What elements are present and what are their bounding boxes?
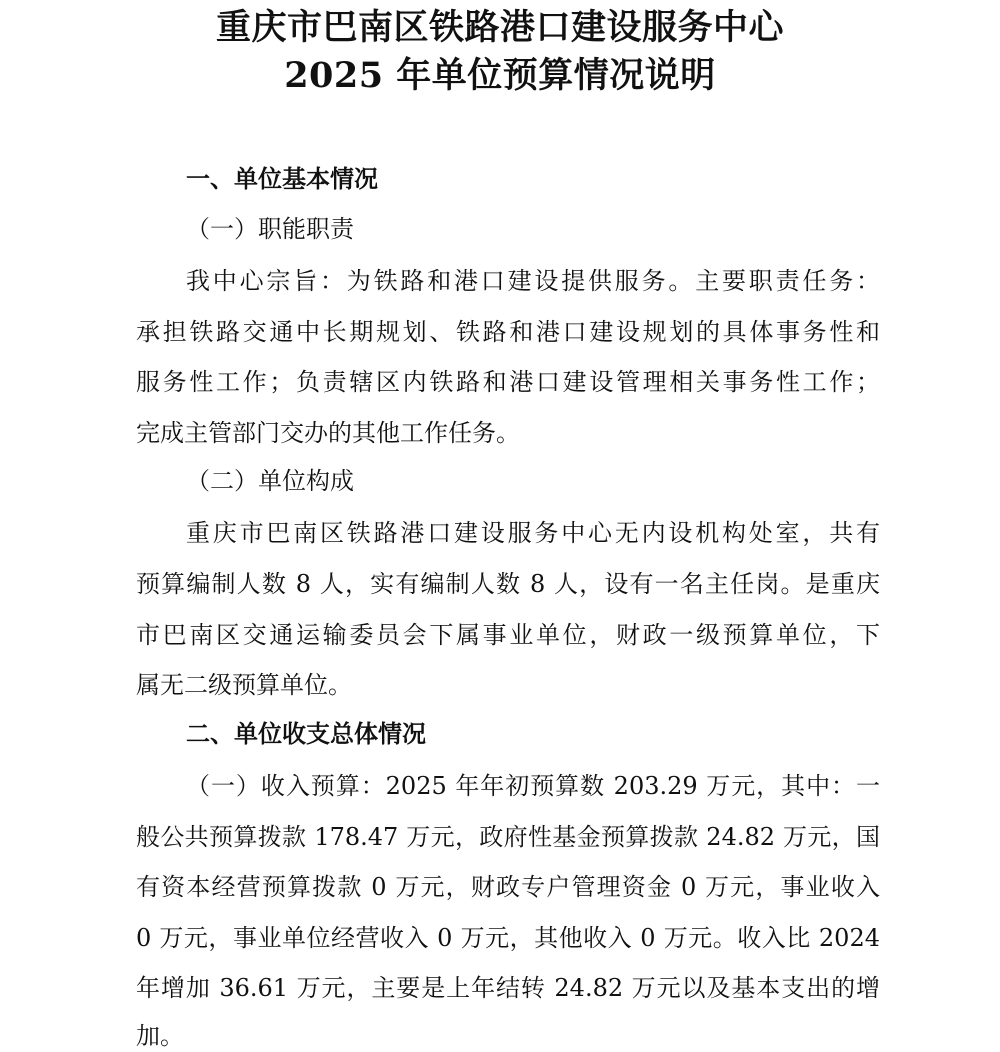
paragraph-line: 重庆市巴南区铁路港口建设服务中心无内设机构处室，共有 — [186, 519, 880, 547]
subsection-heading-composition: （二）单位构成 — [186, 467, 354, 495]
paragraph-line: 市巴南区交通运输委员会下属事业单位，财政一级预算单位，下 — [136, 621, 880, 649]
paragraph-line: 加。 — [136, 1022, 184, 1050]
paragraph-line: （一）收入预算：2025 年年初预算数 203.29 万元，其中：一 — [186, 772, 880, 800]
paragraph-line: 预算编制人数 8 人，实有编制人数 8 人，设有一名主任岗。是重庆 — [136, 570, 880, 598]
document-title-line-1: 重庆市巴南区铁路港口建设服务中心 — [215, 7, 784, 48]
paragraph-line: 属无二级预算单位。 — [136, 671, 352, 699]
paragraph-line: 般公共预算拨款 178.47 万元，政府性基金预算拨款 24.82 万元，国 — [136, 823, 880, 851]
paragraph-line: 完成主管部门交办的其他工作任务。 — [136, 419, 520, 447]
paragraph-line: 0 万元，事业单位经营收入 0 万元，其他收入 0 万元。收入比 2024 — [136, 924, 880, 952]
paragraph-line: 有资本经营预算拨款 0 万元，财政专户管理资金 0 万元，事业收入 — [136, 873, 880, 901]
paragraph-line: 服务性工作；负责辖区内铁路和港口建设管理相关事务性工作； — [136, 368, 880, 396]
document-title-line-2: 2025 年单位预算情况说明 — [284, 55, 716, 96]
section-heading-revenue-expenditure: 二、单位收支总体情况 — [186, 720, 426, 748]
paragraph-line: 我中心宗旨：为铁路和港口建设提供服务。主要职责任务： — [186, 267, 880, 295]
section-heading-basic-info: 一、单位基本情况 — [186, 165, 378, 193]
paragraph-line: 年增加 36.61 万元，主要是上年结转 24.82 万元以及基本支出的增 — [136, 974, 880, 1002]
subsection-heading-duties: （一）职能职责 — [186, 215, 354, 243]
paragraph-line: 承担铁路交通中长期规划、铁路和港口建设规划的具体事务性和 — [136, 318, 880, 346]
